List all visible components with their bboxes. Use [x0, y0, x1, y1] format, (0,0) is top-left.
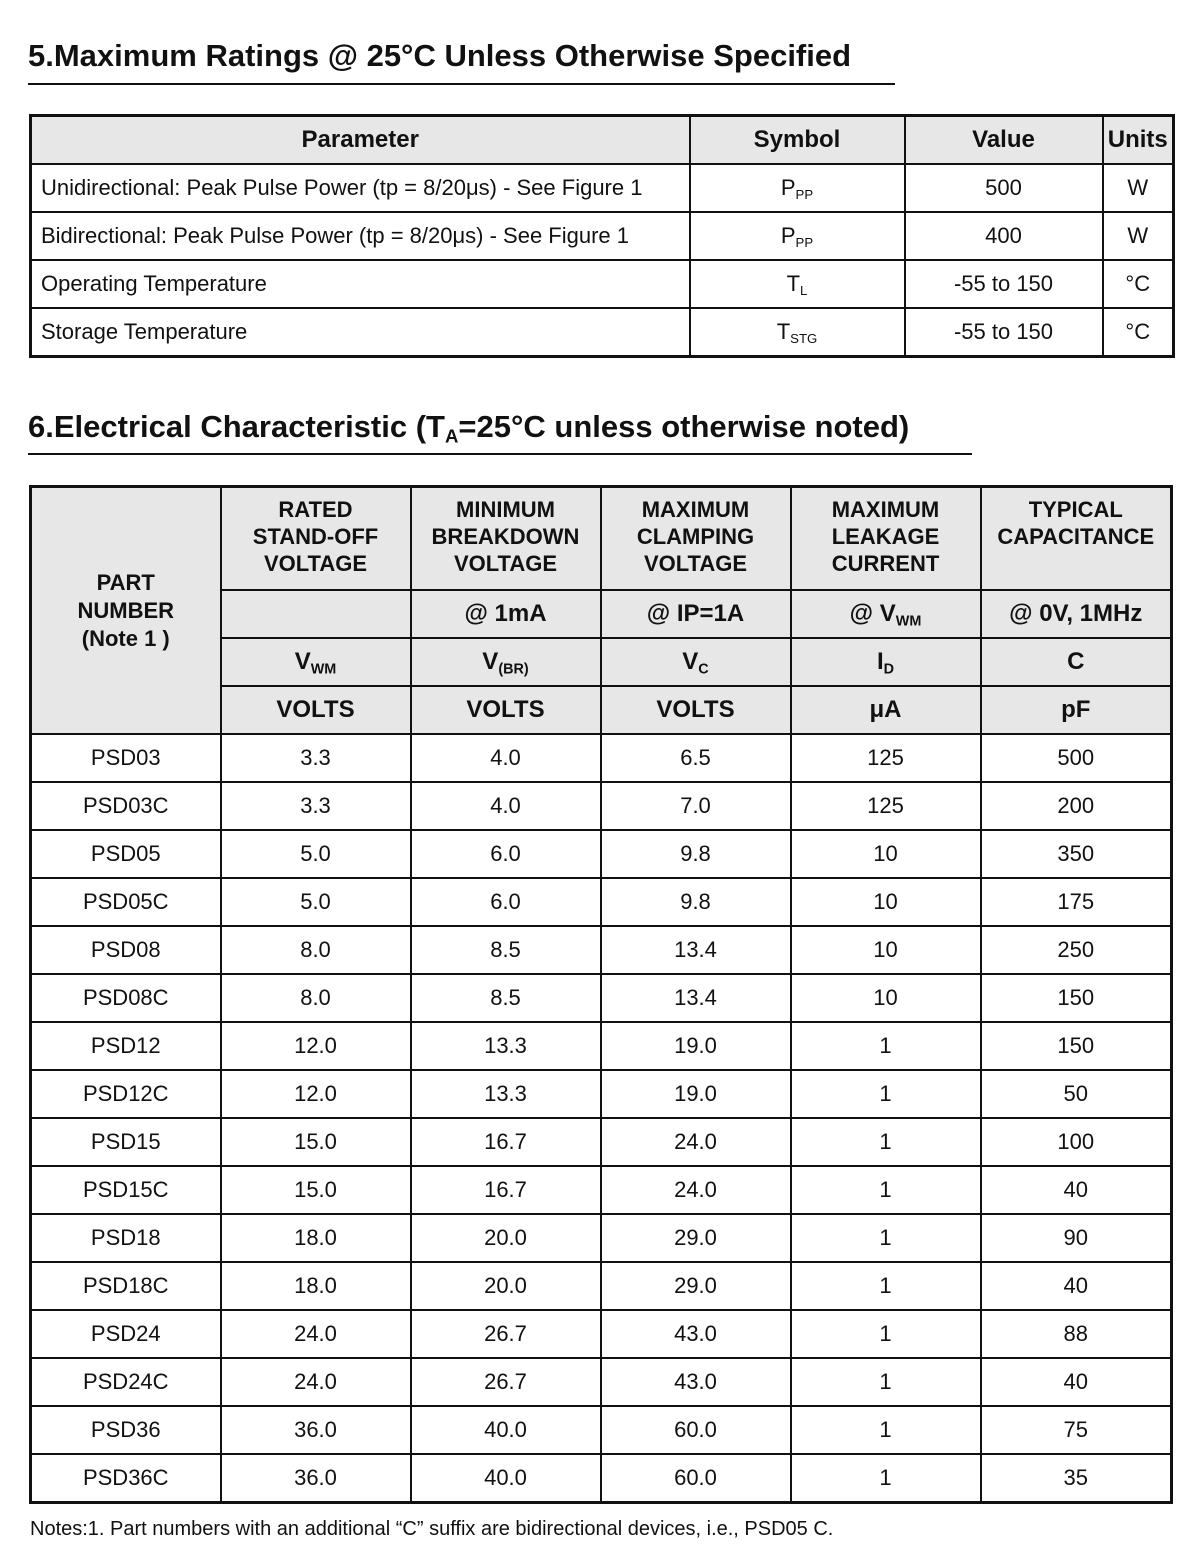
- part-number-cell: PSD18C: [31, 1262, 221, 1310]
- unit-cell: VOLTS: [411, 686, 601, 734]
- table-row: [31, 878, 1172, 926]
- capacitance-cell: 175: [981, 878, 1172, 926]
- maximum-ratings-table: [29, 114, 1175, 358]
- value-cell: -55 to 150: [905, 260, 1103, 308]
- units-cell: W: [1103, 212, 1174, 260]
- clamping-voltage-cell: 7.0: [601, 782, 791, 830]
- leakage-current-cell: 125: [791, 782, 981, 830]
- standoff-voltage-cell: 5.0: [221, 830, 411, 878]
- units-cell: °C: [1103, 308, 1174, 357]
- leakage-current-cell: 1: [791, 1406, 981, 1454]
- section-6-underline: [28, 453, 972, 455]
- standoff-voltage-cell: 36.0: [221, 1406, 411, 1454]
- part-number-cell: PSD24C: [31, 1358, 221, 1406]
- header-standoff-voltage: RATED STAND-OFF VOLTAGE: [221, 487, 411, 591]
- data-rows: [31, 734, 1172, 1503]
- header-symbol: Symbol: [690, 116, 905, 165]
- standoff-voltage-cell: 15.0: [221, 1118, 411, 1166]
- units-cell: W: [1103, 164, 1174, 212]
- symbol-cell: $P_{PP}$: [690, 212, 905, 260]
- leakage-current-cell: 10: [791, 878, 981, 926]
- capacitance-cell: 35: [981, 1454, 1172, 1503]
- standoff-voltage-cell: 8.0: [221, 926, 411, 974]
- header-value: Value: [905, 116, 1103, 165]
- table-row: [31, 734, 1172, 782]
- table-header-row: [31, 116, 1174, 165]
- value-cell: -55 to 150: [905, 308, 1103, 357]
- symbol-cell: C: [981, 638, 1172, 686]
- breakdown-voltage-cell: 20.0: [411, 1214, 601, 1262]
- capacitance-cell: 100: [981, 1118, 1172, 1166]
- clamping-voltage-cell: 29.0: [601, 1214, 791, 1262]
- standoff-voltage-cell: 18.0: [221, 1214, 411, 1262]
- standoff-voltage-cell: 18.0: [221, 1262, 411, 1310]
- leakage-current-cell: 1: [791, 1118, 981, 1166]
- symbol-cell: $V_{WM}$: [221, 638, 411, 686]
- capacitance-cell: 40: [981, 1358, 1172, 1406]
- standoff-voltage-cell: 3.3: [221, 734, 411, 782]
- table-row: [31, 1310, 1172, 1358]
- table-row: [31, 308, 1174, 357]
- table-row: [31, 1358, 1172, 1406]
- standoff-voltage-cell: 24.0: [221, 1358, 411, 1406]
- clamping-voltage-cell: 24.0: [601, 1118, 791, 1166]
- capacitance-cell: 40: [981, 1166, 1172, 1214]
- leakage-current-cell: 1: [791, 1214, 981, 1262]
- clamping-voltage-cell: 60.0: [601, 1454, 791, 1503]
- part-number-cell: PSD05C: [31, 878, 221, 926]
- table-row: [31, 212, 1174, 260]
- part-number-cell: PSD15C: [31, 1166, 221, 1214]
- breakdown-voltage-cell: 4.0: [411, 734, 601, 782]
- capacitance-cell: 150: [981, 974, 1172, 1022]
- table-row: [31, 1262, 1172, 1310]
- header-part-number: PART NUMBER (Note 1 ): [31, 487, 221, 735]
- symbol-cell: $V_{(BR)}$: [411, 638, 601, 686]
- electrical-characteristic-table: [29, 485, 1173, 1504]
- leakage-current-cell: 1: [791, 1166, 981, 1214]
- part-number-cell: PSD08C: [31, 974, 221, 1022]
- part-number-cell: PSD36: [31, 1406, 221, 1454]
- condition-cell: @ 0V, 1MHz: [981, 590, 1172, 638]
- unit-cell: pF: [981, 686, 1172, 734]
- header-clamping-voltage: MAXIMUM CLAMPING VOLTAGE: [601, 487, 791, 591]
- standoff-voltage-cell: 3.3: [221, 782, 411, 830]
- breakdown-voltage-cell: 13.3: [411, 1022, 601, 1070]
- footnote: Notes:1. Part numbers with an additional “C” suffix are bidirectional devices, i.e., PSD05 C.: [30, 1518, 834, 1540]
- standoff-voltage-cell: 5.0: [221, 878, 411, 926]
- header-units: Units: [1103, 116, 1174, 165]
- leakage-current-cell: 1: [791, 1262, 981, 1310]
- part-number-cell: PSD12: [31, 1022, 221, 1070]
- capacitance-cell: 200: [981, 782, 1172, 830]
- condition-cell: @ $V_{WM}$: [791, 590, 981, 638]
- condition-cell: [221, 590, 411, 638]
- table-row: [31, 974, 1172, 1022]
- table-row: [31, 1022, 1172, 1070]
- capacitance-cell: 50: [981, 1070, 1172, 1118]
- breakdown-voltage-cell: 20.0: [411, 1262, 601, 1310]
- leakage-current-cell: 1: [791, 1070, 981, 1118]
- clamping-voltage-cell: 13.4: [601, 974, 791, 1022]
- parameter-cell: Storage Temperature: [31, 308, 690, 357]
- part-number-cell: PSD03: [31, 734, 221, 782]
- clamping-voltage-cell: 6.5: [601, 734, 791, 782]
- breakdown-voltage-cell: 40.0: [411, 1454, 601, 1503]
- clamping-voltage-cell: 43.0: [601, 1358, 791, 1406]
- clamping-voltage-cell: 13.4: [601, 926, 791, 974]
- capacitance-cell: 88: [981, 1310, 1172, 1358]
- parameter-cell: Bidirectional: Peak Pulse Power (tp = 8/20μs) - See Figure 1: [31, 212, 690, 260]
- unit-cell: VOLTS: [221, 686, 411, 734]
- table-row: [31, 1118, 1172, 1166]
- clamping-voltage-cell: 19.0: [601, 1070, 791, 1118]
- units-cell: °C: [1103, 260, 1174, 308]
- table-row: [31, 1454, 1172, 1503]
- table-row: [31, 1406, 1172, 1454]
- breakdown-voltage-cell: 6.0: [411, 830, 601, 878]
- standoff-voltage-cell: 8.0: [221, 974, 411, 1022]
- part-number-cell: PSD08: [31, 926, 221, 974]
- breakdown-voltage-cell: 40.0: [411, 1406, 601, 1454]
- leakage-current-cell: 1: [791, 1310, 981, 1358]
- unit-cell: VOLTS: [601, 686, 791, 734]
- part-number-cell: PSD03C: [31, 782, 221, 830]
- standoff-voltage-cell: 36.0: [221, 1454, 411, 1503]
- header-parameter: Parameter: [31, 116, 690, 165]
- part-number-cell: PSD24: [31, 1310, 221, 1358]
- clamping-voltage-cell: 24.0: [601, 1166, 791, 1214]
- header-leakage-current: MAXIMUM LEAKAGE CURRENT: [791, 487, 981, 591]
- symbol-cell: $V_C$: [601, 638, 791, 686]
- breakdown-voltage-cell: 4.0: [411, 782, 601, 830]
- clamping-voltage-cell: 29.0: [601, 1262, 791, 1310]
- clamping-voltage-cell: 9.8: [601, 878, 791, 926]
- leakage-current-cell: 125: [791, 734, 981, 782]
- capacitance-cell: 150: [981, 1022, 1172, 1070]
- table-row: [31, 782, 1172, 830]
- breakdown-voltage-cell: 16.7: [411, 1118, 601, 1166]
- breakdown-voltage-cell: 8.5: [411, 926, 601, 974]
- part-number-cell: PSD05: [31, 830, 221, 878]
- table-row: [31, 1166, 1172, 1214]
- capacitance-cell: 40: [981, 1262, 1172, 1310]
- standoff-voltage-cell: 24.0: [221, 1310, 411, 1358]
- condition-cell: @ IP=1A: [601, 590, 791, 638]
- header-row-title: [31, 487, 1172, 591]
- breakdown-voltage-cell: 26.7: [411, 1310, 601, 1358]
- unit-cell: μA: [791, 686, 981, 734]
- table-row: [31, 1070, 1172, 1118]
- capacitance-cell: 250: [981, 926, 1172, 974]
- leakage-current-cell: 1: [791, 1358, 981, 1406]
- clamping-voltage-cell: 19.0: [601, 1022, 791, 1070]
- parameter-cell: Operating Temperature: [31, 260, 690, 308]
- standoff-voltage-cell: 12.0: [221, 1070, 411, 1118]
- standoff-voltage-cell: 15.0: [221, 1166, 411, 1214]
- leakage-current-cell: 10: [791, 974, 981, 1022]
- table-row: [31, 830, 1172, 878]
- breakdown-voltage-cell: 8.5: [411, 974, 601, 1022]
- part-number-cell: PSD15: [31, 1118, 221, 1166]
- section-5-underline: [28, 83, 895, 85]
- capacitance-cell: 75: [981, 1406, 1172, 1454]
- leakage-current-cell: 1: [791, 1022, 981, 1070]
- capacitance-cell: 500: [981, 734, 1172, 782]
- table-row: [31, 926, 1172, 974]
- table-row: [31, 164, 1174, 212]
- breakdown-voltage-cell: 16.7: [411, 1166, 601, 1214]
- symbol-cell: $T_{STG}$: [690, 308, 905, 357]
- capacitance-cell: 90: [981, 1214, 1172, 1262]
- section-6-title: 6.Electrical Characteristic ($T_A=25^\circ C$ unless otherwise noted): [28, 409, 910, 447]
- breakdown-voltage-cell: 13.3: [411, 1070, 601, 1118]
- part-number-cell: PSD18: [31, 1214, 221, 1262]
- breakdown-voltage-cell: 6.0: [411, 878, 601, 926]
- symbol-cell: $T_L$: [690, 260, 905, 308]
- clamping-voltage-cell: 9.8: [601, 830, 791, 878]
- value-cell: 500: [905, 164, 1103, 212]
- capacitance-cell: 350: [981, 830, 1172, 878]
- condition-cell: @ 1mA: [411, 590, 601, 638]
- symbol-cell: $I_D$: [791, 638, 981, 686]
- table-row: [31, 260, 1174, 308]
- part-number-cell: PSD12C: [31, 1070, 221, 1118]
- section-5-title: 5.Maximum Ratings @ 25°C Unless Otherwise Specified: [28, 38, 852, 73]
- breakdown-voltage-cell: 26.7: [411, 1358, 601, 1406]
- symbol-cell: $P_{PP}$: [690, 164, 905, 212]
- leakage-current-cell: 10: [791, 926, 981, 974]
- clamping-voltage-cell: 60.0: [601, 1406, 791, 1454]
- leakage-current-cell: 1: [791, 1454, 981, 1503]
- header-typical-capacitance: TYPICAL CAPACITANCE: [981, 487, 1172, 591]
- table-row: [31, 1214, 1172, 1262]
- value-cell: 400: [905, 212, 1103, 260]
- clamping-voltage-cell: 43.0: [601, 1310, 791, 1358]
- parameter-cell: Unidirectional: Peak Pulse Power (tp = 8/20μs) - See Figure 1: [31, 164, 690, 212]
- standoff-voltage-cell: 12.0: [221, 1022, 411, 1070]
- header-breakdown-voltage: MINIMUM BREAKDOWN VOLTAGE: [411, 487, 601, 591]
- leakage-current-cell: 10: [791, 830, 981, 878]
- part-number-cell: PSD36C: [31, 1454, 221, 1503]
